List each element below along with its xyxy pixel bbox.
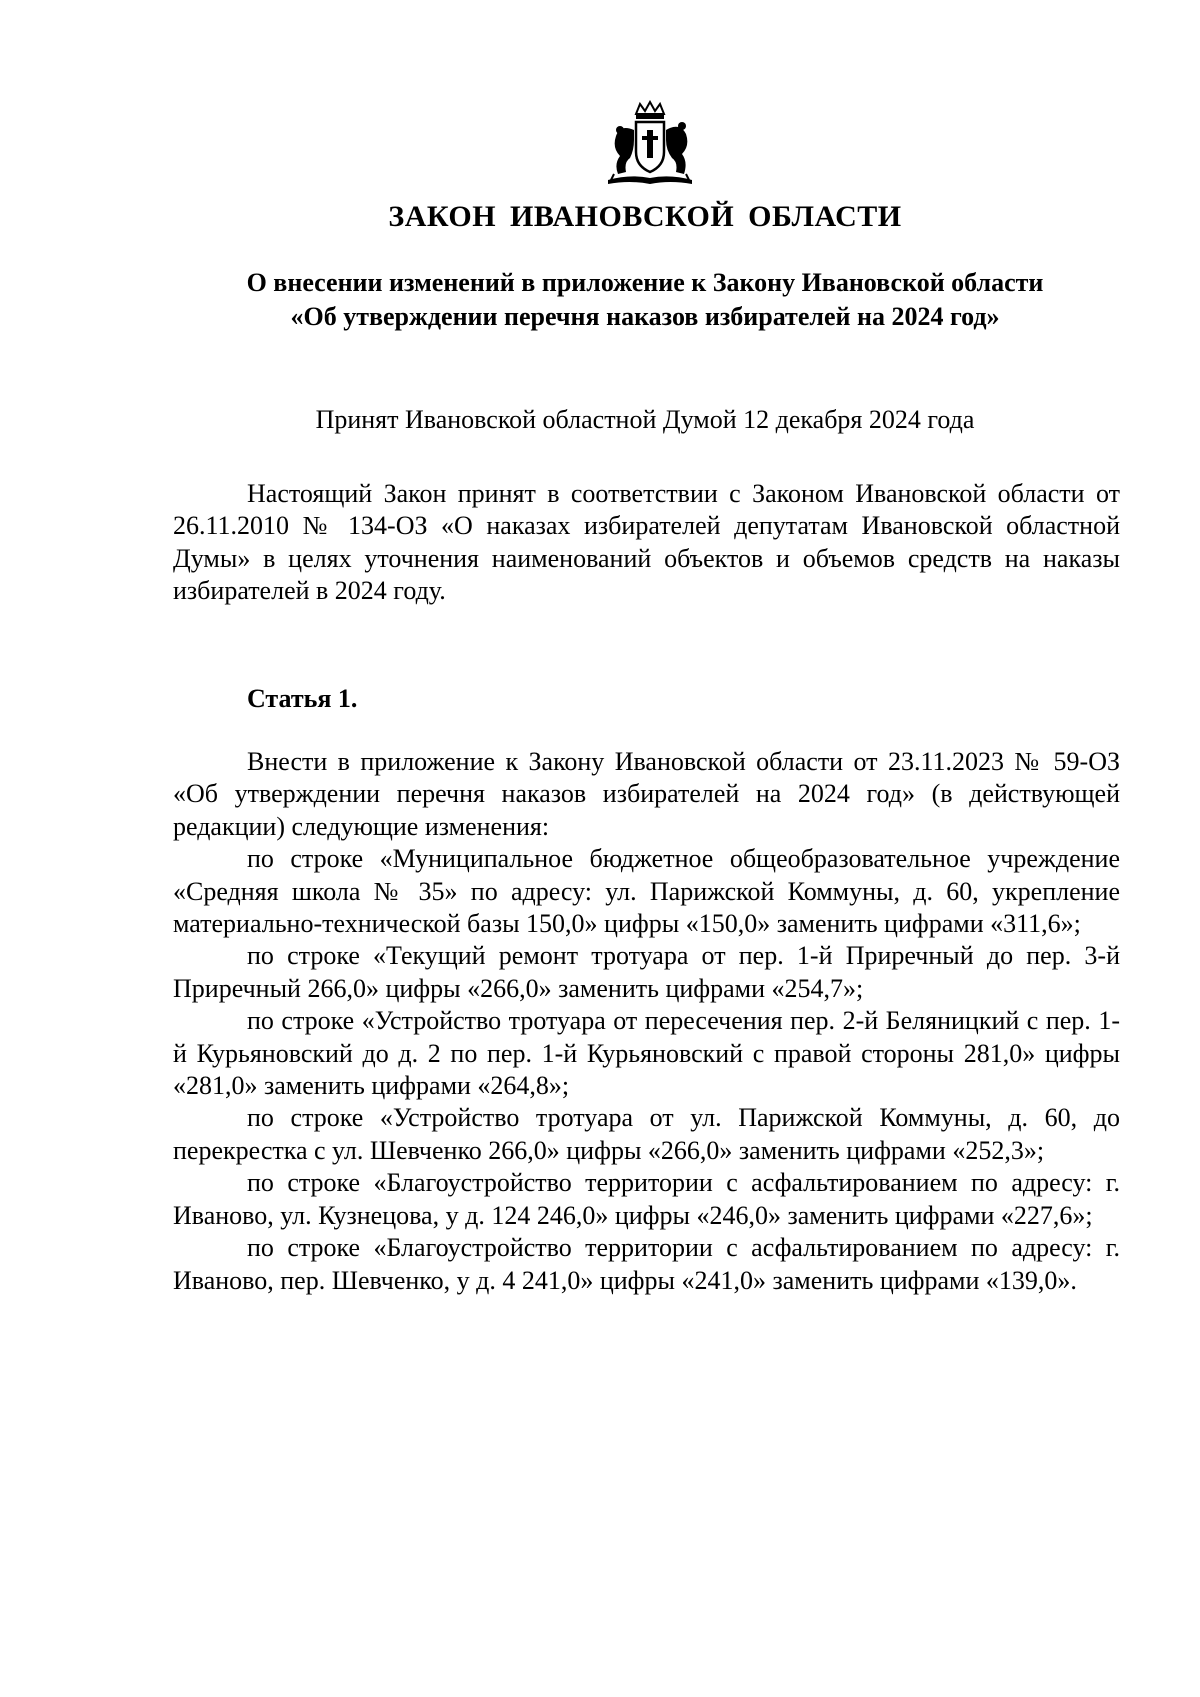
ivanovo-coat-of-arms-icon [600,100,700,188]
law-title: ЗАКОН ИВАНОВСКОЙ ОБЛАСТИ [388,200,902,233]
amendment-item: по строке «Благоустройство территории с асфальтированием по адресу: г. Иваново, ул. Кузнецова, у д. 124 246,0» цифры «246,0» заменить цифрами «227,6»; [173,1168,1120,1230]
law-subtitle-line-2: «Об утверждении перечня наказов избирателей на 2024 год» [290,302,1000,331]
article-heading: Статья 1. [247,684,358,713]
law-subtitle-line-1: О внесении изменений в приложение к Закону Ивановской области [246,268,1044,297]
article-intro-paragraph: Внести в приложение к Закону Ивановской области от 23.11.2023 № 59-ОЗ «Об утверждении перечня наказов избирателей на 2024 год» (в действующей редакции) следующие изменения: [173,747,1120,841]
preamble-paragraph: Настоящий Закон принят в соответствии с Законом Ивановской области от 26.11.2010 № 134-ОЗ «О наказах избирателей депутатам Ивановской областной Думы» в целях уточнения наименований объектов и объемов средств на наказы избирателей в 2024 году. [173,479,1120,606]
amendment-item: по строке «Устройство тротуара от ул. Парижской Коммуны, д. 60, до перекрестка с ул. Шевченко 266,0» цифры «266,0» заменить цифрами «252,3»; [173,1103,1120,1165]
adoption-statement: Принят Ивановской областной Думой 12 декабря 2024 года [315,405,975,434]
article-body [173,746,1120,1297]
amendment-item: по строке «Устройство тротуара от пересечения пер. 2-й Беляницкий с пер. 1-й Курьяновский до д. 2 по пер. 1-й Курьяновский с правой стороны 281,0» цифры «281,0» заменить цифрами «264,8»; [173,1006,1120,1101]
amendment-item: по строке «Благоустройство территории с асфальтированием по адресу: г. Иваново, пер. Шевченко, у д. 4 241,0» цифры «241,0» заменить цифрами «139,0». [173,1233,1120,1295]
amendment-item: по строке «Муниципальное бюджетное общеобразовательное учреждение «Средняя школа № 35» по адресу: ул. Парижской Коммуны, д. 60, укрепление материально-технической базы 150,0» цифры «150,0» заменить цифрами «311,6»; [173,844,1120,939]
amendment-item: по строке «Текущий ремонт тротуара от пер. 1-й Приречный до пер. 3-й Приречный 266,0» цифры «266,0» заменить цифрами «254,7»; [173,941,1120,1003]
law-subtitle [170,266,1120,334]
